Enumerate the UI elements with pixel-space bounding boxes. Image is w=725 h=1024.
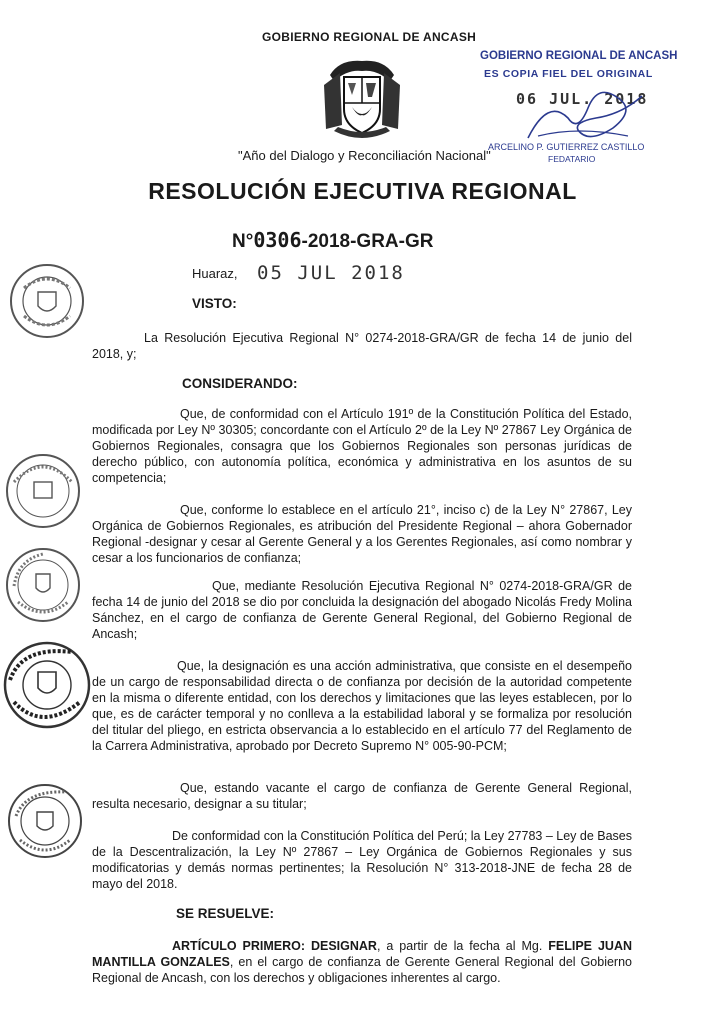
stamp-officer-name: ARCELINO P. GUTIERREZ CASTILLO bbox=[488, 142, 645, 152]
peru-coat-of-arms-icon bbox=[320, 55, 404, 141]
visto-text: La Resolución Ejecutiva Regional N° 0274-2018-GRA/GR de fecha 14 de junio del 2018, y; bbox=[92, 331, 632, 361]
document-title: RESOLUCIÓN EJECUTIVA REGIONAL bbox=[148, 178, 577, 204]
article-one-text-b: , en el cargo de confianza de Gerente General Regional del Gobierno Regional de Ancash, con los derechos y obligaciones inherentes al cargo. bbox=[92, 955, 632, 985]
considerando-paragraph-3: Que, mediante Resolución Ejecutiva Regional N° 0274-2018-GRA/GR de fecha 14 de junio del 2018 se dio por concluida la designación del abogado Nicolás Fredy Molina Sánchez, en el cargo de confianza de Gerente General Regional, del Gobierno Regional de Ancash; bbox=[92, 579, 632, 641]
number-suffix: -2018-GRA-GR bbox=[301, 231, 434, 252]
resuelve-heading: SE RESUELVE: bbox=[176, 906, 275, 921]
organization-header: GOBIERNO REGIONAL DE ANCASH bbox=[262, 30, 477, 44]
number-prefix: N° bbox=[232, 231, 254, 252]
considerando-paragraph-1: Que, de conformidad con el Artículo 191º de la Constitución Política del Estado, modificada por Ley Nº 30305; concordante con el Artículo 2º de la Ley Nº 27867 Ley Orgánica de Gobiernos Regionales, consagra que los Gobiernos Regionales son personas jurídicas de derecho público, con autonomía política, económica y administrativa en los asuntos de su competencia; bbox=[92, 407, 632, 485]
certified-copy-stamp bbox=[478, 50, 678, 170]
appointee-name: FELIPE JUAN MANTILLA GONZALES bbox=[92, 939, 633, 969]
number-handwritten: 0306 bbox=[253, 228, 302, 252]
article-one-text-a: , a partir de la fecha al Mg. bbox=[376, 939, 549, 953]
issue-city: Huaraz, bbox=[192, 266, 238, 281]
resolution-number bbox=[232, 228, 433, 253]
visto-heading: VISTO: bbox=[192, 296, 237, 311]
legal-basis-paragraph: De conformidad con la Constitución Política del Perú; la Ley 27783 – Ley de Bases de la Descentralización, la Ley Nº 27867 – Ley Orgánica de Gobiernos Regionales y sus modificatorias y demás normas pertinentes; la Resolución N° 313-2018-JNE de fecha 28 de mayo del 2018. bbox=[92, 829, 632, 891]
social-development-seal-icon bbox=[2, 640, 92, 730]
economic-development-seal-icon bbox=[4, 546, 82, 624]
stamp-certification: ES COPIA FIEL DEL ORIGINAL bbox=[484, 68, 653, 80]
signature-icon bbox=[518, 78, 648, 148]
year-motto: "Año del Dialogo y Reconciliación Nacional" bbox=[238, 148, 491, 163]
regional-government-seal-icon bbox=[6, 782, 84, 860]
stamp-date: 06 JUL. 2018 bbox=[516, 90, 649, 108]
stamp-officer-role: FEDATARIO bbox=[548, 154, 596, 164]
article-one bbox=[92, 938, 632, 986]
issue-date: 05 JUL 2018 bbox=[257, 262, 405, 284]
considerando-heading: CONSIDERANDO: bbox=[182, 376, 298, 391]
considerando-paragraph-2: Que, conforme lo establece en el artículo 21°, inciso c) de la Ley N° 27867, Ley Orgánica de Gobiernos Regionales, es atribución del Presidente Regional – ahora Gobernador Regional -designar y cesar al Gerente General y a los Gerentes Regionales, así como nombrar y cesar a los funcionarios de confianza; bbox=[92, 503, 632, 565]
region-governor-seal-icon bbox=[8, 262, 86, 340]
considerando-paragraph-5: Que, estando vacante el cargo de confianza de Gerente General Regional, resulta necesario, designar a su titular; bbox=[92, 781, 632, 811]
stamp-organization: GOBIERNO REGIONAL DE ANCASH bbox=[480, 50, 678, 62]
considerando-paragraph-4: Que, la designación es una acción administrativa, que consiste en el desempeño de un cargo de responsabilidad directa o de confianza por decisión de la autoridad competente en la misma o diferente entidad, con los derechos y limitaciones que las leyes establecen, por lo que, es de carácter temporal y no conlleva a la estabilidad laboral y se formaliza por resolución del titular del pliego, en estricta observancia a lo establecido en el artículo 77 del Reglamento de la Carrera Administrativa, aprobado por Decreto Supremo N° 005-90-PCM; bbox=[92, 659, 632, 753]
article-one-label: ARTÍCULO PRIMERO: DESIGNAR bbox=[172, 939, 377, 953]
planning-office-seal-icon bbox=[4, 452, 82, 530]
